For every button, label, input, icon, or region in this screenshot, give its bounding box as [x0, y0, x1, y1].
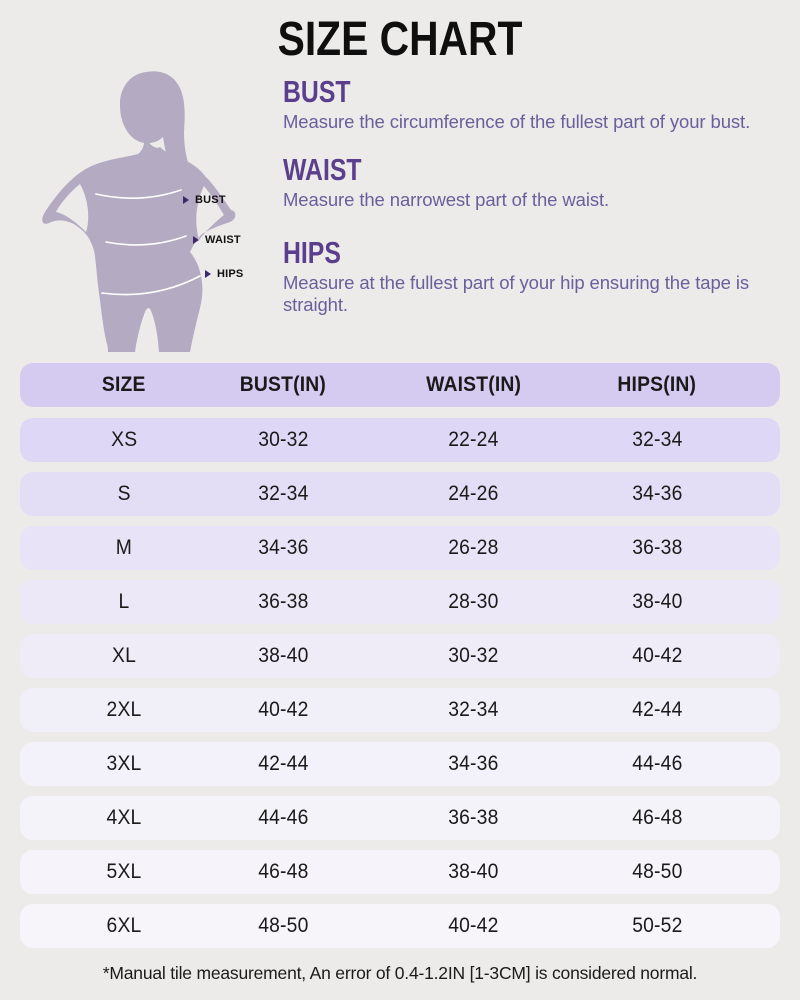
table-cell-size: S	[117, 482, 131, 505]
figure-label-waist	[193, 234, 241, 246]
table-row	[20, 742, 780, 786]
table-cell: 32-34	[257, 482, 309, 505]
table-cell: 28-30	[448, 590, 499, 613]
table-row	[20, 580, 780, 624]
section-waist-description: Measure the narrowest part of the waist.	[283, 188, 610, 210]
section-bust-heading: BUST	[283, 74, 351, 109]
section-hips-description: Measure at the fullest part of your hip ensuring the tape is straight.	[283, 272, 750, 315]
section-bust-description: Measure the circumference of the fullest part of your bust.	[283, 111, 751, 132]
table-cell: 44-46	[257, 806, 309, 829]
figure-label-text: WAIST	[205, 234, 241, 246]
table-cell: 34-36	[631, 482, 683, 505]
table-cell: 50-52	[631, 914, 683, 937]
table-cell: 38-40	[448, 860, 499, 883]
table-cell: 46-48	[257, 860, 309, 883]
table-cell: 22-24	[448, 428, 499, 451]
table-row	[20, 904, 780, 948]
table-cell: 42-44	[257, 752, 309, 775]
table-row	[20, 796, 780, 840]
figure-label-bust	[183, 194, 226, 206]
table-header-cell: BUST(IN)	[239, 373, 327, 396]
section-hips	[283, 237, 765, 315]
table-row	[20, 688, 780, 732]
table-cell: 38-40	[631, 590, 683, 613]
table-cell: 30-32	[257, 428, 309, 451]
table-cell-size: 5XL	[106, 860, 142, 883]
table-cell-size: 6XL	[106, 914, 142, 937]
table-cell: 38-40	[257, 644, 309, 667]
page-title: SIZE CHART	[277, 13, 523, 66]
section-bust	[283, 76, 765, 133]
table-cell: 36-38	[448, 806, 499, 829]
table-cell-size: M	[115, 536, 133, 559]
table-cell: 24-26	[448, 482, 499, 505]
arrow-right-icon	[193, 236, 199, 244]
table-row	[20, 850, 780, 894]
table-cell: 32-34	[448, 698, 499, 721]
table-cell: 40-42	[448, 914, 499, 937]
size-table	[20, 363, 780, 958]
table-cell: 34-36	[448, 752, 499, 775]
table-cell: 46-48	[631, 806, 683, 829]
table-cell: 32-34	[631, 428, 683, 451]
table-cell: 44-46	[631, 752, 683, 775]
table-cell: 40-42	[631, 644, 683, 667]
arrow-right-icon	[205, 270, 211, 278]
table-row	[20, 526, 780, 570]
table-header-cell: WAIST(IN)	[426, 373, 522, 396]
measure-instructions	[283, 76, 765, 315]
table-cell: 36-38	[257, 590, 309, 613]
section-waist-heading: WAIST	[283, 151, 362, 187]
figure-label-hips	[205, 268, 243, 280]
body-figure	[38, 62, 238, 352]
table-cell: 42-44	[631, 698, 683, 721]
table-cell: 34-36	[257, 536, 309, 559]
table-cell: 48-50	[631, 860, 683, 883]
table-header-cell: SIZE	[102, 373, 146, 396]
table-cell: 26-28	[448, 536, 499, 559]
table-row	[20, 634, 780, 678]
arrow-right-icon	[183, 196, 189, 204]
figure-label-text: BUST	[195, 194, 226, 206]
table-header-cell: HIPS(IN)	[617, 373, 697, 396]
table-header-row	[20, 363, 780, 407]
table-row	[20, 472, 780, 516]
table-cell-size: XL	[112, 644, 137, 667]
figure-label-text: HIPS	[217, 268, 244, 280]
table-cell: 48-50	[257, 914, 309, 937]
table-cell-size: 2XL	[106, 698, 142, 721]
table-cell-size: L	[118, 590, 130, 613]
table-cell: 30-32	[448, 644, 499, 667]
section-waist	[283, 151, 765, 211]
footnote: *Manual tile measurement, An error of 0.4-1.2IN [1-3CM] is considered normal.	[102, 963, 698, 983]
table-cell-size: XS	[111, 428, 138, 451]
table-row	[20, 418, 780, 462]
table-cell-size: 4XL	[106, 806, 142, 829]
table-cell: 40-42	[257, 698, 309, 721]
table-cell: 36-38	[631, 536, 683, 559]
section-hips-heading: HIPS	[283, 235, 341, 270]
table-cell-size: 3XL	[106, 752, 142, 775]
figure-silhouette	[38, 62, 238, 352]
